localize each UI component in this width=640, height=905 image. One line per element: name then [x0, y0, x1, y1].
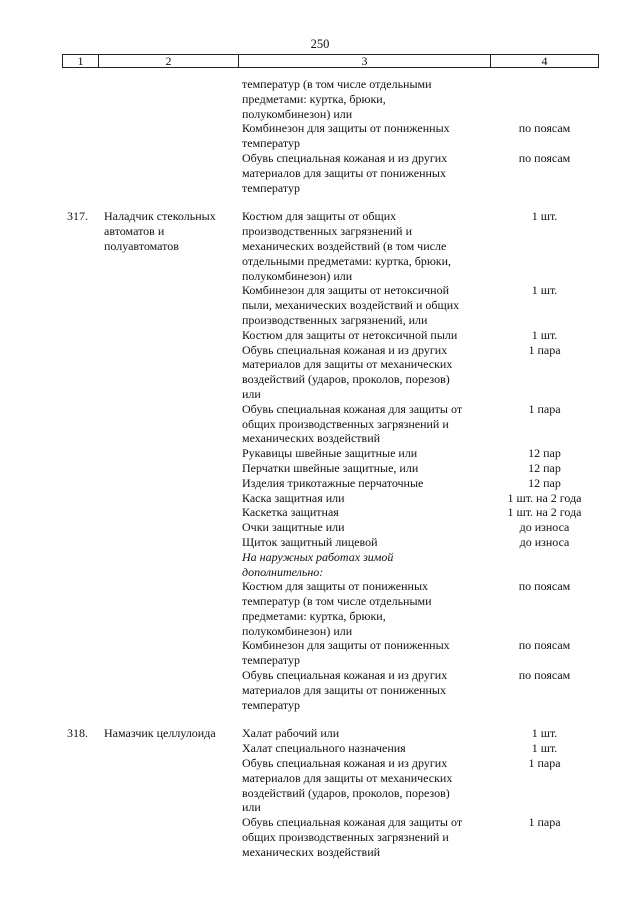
text-line: Комбинезон для защиты от пониженных [242, 121, 450, 136]
page-number: 250 [310, 37, 330, 51]
item-name [240, 151, 490, 195]
text-line: механических воздействий (в том числе [242, 238, 447, 253]
item-row [240, 535, 599, 550]
text-line: Очки защитные или [242, 520, 345, 535]
item-norm: до износа [519, 520, 570, 535]
text-line: воздействий (ударов, проколов, порезов) [242, 785, 450, 800]
text-line: температур (в том числе отдельными [242, 77, 432, 91]
item-norm: 1 шт. [531, 209, 558, 224]
item-row [240, 579, 599, 638]
text-line: отдельными предметами: куртка, брюки, [242, 253, 452, 268]
row-number: 317. [67, 209, 88, 224]
text-line: Костюм для защиты от нетоксичной пыли [242, 327, 458, 342]
item-row [240, 328, 599, 343]
item-norm: 1 шт. [531, 741, 558, 756]
item-row [240, 402, 599, 446]
item-norm: 1 пара [528, 342, 561, 357]
table-body [62, 77, 599, 860]
text-line: Намазчик целлулоида [104, 726, 216, 741]
text-line: механических воздействий [242, 431, 381, 446]
text-line: производственных загрязнений и [242, 224, 413, 239]
text-line: Комбинезон для защиты от пониженных [242, 638, 450, 653]
text-line: Обувь специальная кожаная для защиты от [242, 815, 463, 830]
header-col-3: 3 [238, 55, 490, 67]
header-col-1: 1 [77, 54, 84, 68]
item-norm: по поясам [518, 579, 571, 594]
item-name [240, 535, 490, 550]
text-line: Обувь специальная кожаная и из других [242, 342, 448, 357]
row-gap [62, 195, 599, 209]
item-norm: 1 шт. на 2 года [507, 490, 582, 505]
text-line: производственных загрязнений, или [242, 312, 428, 327]
item-row [240, 756, 599, 815]
item-norm: 1 пара [528, 756, 561, 771]
item-norm: по поясам [518, 121, 571, 136]
text-line: общих производственных загрязнений и [242, 416, 449, 431]
text-line: механических воздействий [242, 844, 381, 859]
header-col-4: 4 [490, 55, 598, 67]
item-row [240, 668, 599, 712]
text-line: Рукавицы швейные защитные или [242, 446, 418, 461]
text-line: воздействий (ударов, проколов, порезов) [242, 372, 450, 387]
text-line: материалов для защиты от пониженных [242, 165, 446, 180]
text-line: или [242, 800, 261, 815]
text-line: полукомбинезон) или [242, 106, 353, 121]
text-line: Каска защитная или [242, 490, 345, 505]
item-name [240, 446, 490, 461]
table-row-continuation [62, 77, 599, 195]
text-line: Комбинезон для защиты от нетоксичной [242, 283, 450, 298]
text-line: или [242, 386, 261, 401]
item-norm [490, 550, 599, 580]
table-header [62, 54, 599, 68]
text-line: пыли, механических воздействий и общих [242, 298, 460, 313]
item-norm: 12 пар [528, 460, 561, 475]
text-line: автоматов и [104, 224, 165, 239]
row-items [240, 77, 599, 195]
text-line: Костюм для защиты от пониженных [242, 579, 429, 594]
text-line: На наружных работах зимой [242, 549, 394, 564]
item-norm: 1 пара [528, 401, 561, 416]
item-norm [490, 77, 599, 121]
item-norm: по поясам [518, 150, 571, 165]
item-row [240, 77, 599, 121]
item-row [240, 476, 599, 491]
item-row [240, 461, 599, 476]
item-row [240, 638, 599, 668]
text-line: Костюм для защиты от общих [242, 209, 397, 224]
row-number [62, 77, 102, 195]
item-row [240, 815, 599, 859]
item-name [240, 461, 490, 476]
text-line: Халат специального назначения [242, 741, 406, 756]
item-name [240, 741, 490, 756]
text-line: предметами: куртка, брюки, [242, 608, 386, 623]
text-line: Обувь специальная кожаная и из других [242, 756, 448, 771]
text-line: Халат рабочий или [242, 726, 340, 741]
item-name [240, 815, 490, 859]
item-name [240, 476, 490, 491]
item-name [240, 491, 490, 506]
text-line: Обувь специальная кожаная и из других [242, 668, 448, 683]
item-row [240, 446, 599, 461]
text-line: Обувь специальная кожаная и из других [242, 150, 448, 165]
item-row [240, 505, 599, 520]
item-name [240, 579, 490, 638]
item-name [240, 283, 490, 327]
text-line: Каскетка защитная [242, 505, 339, 520]
text-line: полукомбинезон) или [242, 268, 353, 283]
text-line: температур [242, 697, 301, 712]
item-norm: по поясам [518, 638, 571, 653]
item-name [240, 505, 490, 520]
text-line: температур [242, 180, 301, 195]
item-name [240, 638, 490, 668]
text-line: материалов для защиты от механических [242, 770, 453, 785]
text-line: Изделия трикотажные перчаточные [242, 475, 424, 490]
item-norm: 1 шт. [531, 283, 558, 298]
item-name [240, 328, 490, 343]
item-row [240, 343, 599, 402]
row-position [102, 726, 240, 859]
text-line: температур (в том числе отдельными [242, 594, 432, 609]
item-name [240, 520, 490, 535]
text-line: материалов для защиты от пониженных [242, 682, 446, 697]
item-norm: 1 шт. на 2 года [507, 505, 582, 520]
text-line: общих производственных загрязнений и [242, 830, 449, 845]
text-line: Щиток защитный лицевой [242, 534, 378, 549]
text-line: полукомбинезон) или [242, 623, 353, 638]
item-norm: 1 пара [528, 815, 561, 830]
item-name [240, 756, 490, 815]
row-number: 318. [67, 726, 88, 741]
row-items [240, 726, 599, 859]
text-line: предметами: куртка, брюки, [242, 91, 386, 106]
item-norm: 1 шт. [531, 726, 558, 741]
item-name [240, 77, 490, 121]
item-norm: 1 шт. [531, 327, 558, 342]
text-line: Наладчик стекольных [104, 209, 216, 224]
text-line: Перчатки швейные защитные, или [242, 460, 419, 475]
header-col-2: 2 [98, 55, 238, 67]
row-position [102, 77, 240, 195]
item-name [240, 121, 490, 151]
item-row [240, 726, 599, 741]
item-name [240, 668, 490, 712]
item-row [240, 283, 599, 327]
item-row [240, 151, 599, 195]
item-row [240, 550, 599, 580]
row-gap [62, 712, 599, 726]
item-name [240, 402, 490, 446]
item-name [240, 343, 490, 402]
item-row [240, 121, 599, 151]
item-norm: по поясам [518, 668, 571, 683]
item-name [240, 726, 490, 741]
item-row [240, 209, 599, 283]
text-line: материалов для защиты от механических [242, 357, 453, 372]
item-norm: 12 пар [528, 475, 561, 490]
text-line: дополнительно: [242, 564, 324, 579]
item-row [240, 741, 599, 756]
table-row [62, 726, 599, 859]
text-line: полуавтоматов [104, 238, 179, 253]
item-name [240, 550, 490, 580]
text-line: температур [242, 136, 301, 151]
item-row [240, 520, 599, 535]
row-position [102, 209, 240, 712]
item-norm: 12 пар [528, 446, 561, 461]
item-norm: до износа [519, 534, 570, 549]
item-name [240, 209, 490, 283]
table-row [62, 209, 599, 712]
row-items [240, 209, 599, 712]
item-row [240, 491, 599, 506]
text-line: Обувь специальная кожаная для защиты от [242, 401, 463, 416]
text-line: температур [242, 653, 301, 668]
